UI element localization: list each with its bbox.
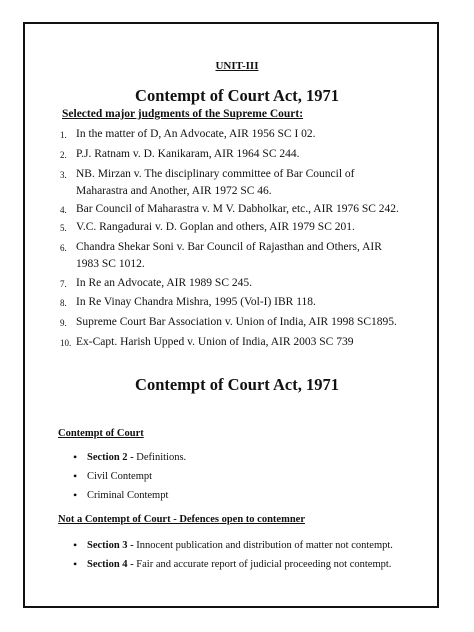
judgment-text: 1983 SC 1012. [76, 258, 145, 270]
judgment-text: NB. Mirzan v. The disciplinary committee of Bar Council of [76, 168, 355, 180]
contempt-heading: Contempt of Court [58, 428, 144, 439]
document-title: Contempt of Court Act, 1971 [135, 86, 339, 105]
judgment-number: 10. [60, 338, 72, 348]
bullet-icon: • [73, 538, 78, 552]
judgment-text: In the matter of D, An Advocate, AIR 1956 SC I 02. [76, 128, 316, 140]
judgment-number: 6. [60, 243, 67, 253]
defence-item-text: Fair and accurate report of judicial proceeding not contempt. [133, 559, 392, 570]
judgment-text: In Re Vinay Chandra Mishra, 1995 (Vol-I) IBR 118. [76, 296, 316, 308]
contempt-item-text: Definitions. [133, 452, 187, 463]
defence-item-section: Section 3 - [87, 540, 134, 551]
defence-item [87, 540, 393, 551]
judgment-number: 2. [60, 150, 67, 160]
defence-item [87, 559, 391, 570]
judgment-text: In Re an Advocate, AIR 1989 SC 245. [76, 277, 252, 289]
contempt-item-text: Criminal Contempt [87, 490, 169, 501]
judgment-number: 8. [60, 298, 67, 308]
contempt-item-text: Civil Contempt [87, 471, 153, 482]
contempt-item [87, 490, 168, 501]
contempt-item-section: Section 2 - [87, 452, 134, 463]
defences-heading: Not a Contempt of Court - Defences open to contemner [58, 514, 305, 525]
judgment-number: 7. [60, 279, 67, 289]
judgment-number: 4. [60, 205, 67, 215]
judgment-number: 9. [60, 318, 67, 328]
bullet-icon: • [73, 469, 78, 483]
contempt-item [87, 471, 152, 482]
contempt-item [87, 452, 186, 463]
defence-item-section: Section 4 - [87, 559, 134, 570]
defence-item-text: Innocent publication and distribution of matter not contempt. [133, 540, 393, 551]
judgment-text: Maharastra and Another, AIR 1972 SC 46. [76, 185, 272, 197]
bullet-icon: • [73, 450, 78, 464]
judgment-text: Supreme Court Bar Association v. Union of India, AIR 1998 SC1895. [76, 316, 397, 328]
judgment-number: 3. [60, 170, 67, 180]
judgment-text: Ex-Capt. Harish Upped v. Union of India, AIR 2003 SC 739 [76, 336, 354, 348]
judgment-text: P.J. Ratnam v. D. Kanikaram, AIR 1964 SC 244. [76, 148, 300, 160]
judgment-text: Chandra Shekar Soni v. Bar Council of Rajasthan and Others, AIR [76, 241, 382, 253]
bullet-icon: • [73, 557, 78, 571]
judgments-heading: Selected major judgments of the Supreme Court: [62, 108, 304, 120]
bullet-icon: • [73, 488, 78, 502]
judgment-number: 1. [60, 130, 67, 140]
judgment-text: Bar Council of Maharastra v. M V. Dabholkar, etc., AIR 1976 SC 242. [76, 203, 399, 215]
section-title: Contempt of Court Act, 1971 [135, 375, 339, 394]
unit-heading: UNIT-III [215, 60, 259, 72]
judgment-number: 5. [60, 223, 67, 233]
judgment-text: V.C. Rangadurai v. D. Goplan and others, AIR 1979 SC 201. [76, 221, 355, 233]
